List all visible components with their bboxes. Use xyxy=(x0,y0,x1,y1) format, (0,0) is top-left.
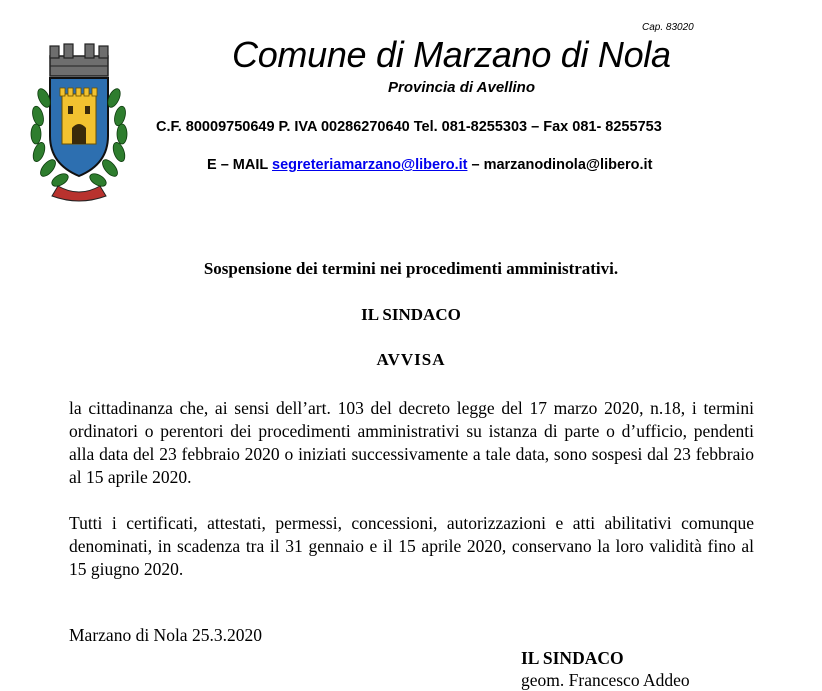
place-and-date: Marzano di Nola 25.3.2020 xyxy=(69,625,262,645)
email-link[interactable]: segreteriamarzano@libero.it xyxy=(272,157,468,173)
notice-heading: AVVISA xyxy=(376,350,446,369)
email-line xyxy=(207,157,652,173)
notice-paragraph-1: la cittadinanza che, ai sensi dell’art. 103 del decreto legge del 17 marzo 2020, n.18, i termini ordinatori o perentori dei procedimenti amministrativi su istanza di parte o d’ufficio, pendenti alla data del 23 febbraio 2020 o iniziati successivamente a tale data, sono sospesi dal 23 febbraio al 15 aprile 2020. xyxy=(69,398,754,487)
notice-paragraph-2: Tutti i certificati, attestati, permessi, concessioni, autorizzazioni e atti abilitativi comunque denominati, in scadenza tra il 31 gennaio e il 15 aprile 2020, conservano la loro validità fino al 15 giugno 2020. xyxy=(69,513,754,579)
signature-title: IL SINDACO xyxy=(521,648,624,668)
province-subtitle: Provincia di Avellino xyxy=(388,79,535,96)
signature-name: geom. Francesco Addeo xyxy=(521,670,690,690)
notice-subject: Sospensione dei termini nei procedimenti amministrativi. xyxy=(203,259,619,278)
email-prefix: E – MAIL xyxy=(207,157,272,173)
fiscal-contact-line: C.F. 80009750649 P. IVA 00286270640 Tel. 081-8255303 – Fax 081- 8255753 xyxy=(156,119,662,135)
email-suffix: – marzanodinola@libero.it xyxy=(467,157,653,173)
postal-code: Cap. 83020 xyxy=(642,22,694,33)
mayor-heading: IL SINDACO xyxy=(361,305,461,324)
municipality-title: Comune di Marzano di Nola xyxy=(232,34,671,75)
coat-of-arms-icon xyxy=(14,36,144,206)
